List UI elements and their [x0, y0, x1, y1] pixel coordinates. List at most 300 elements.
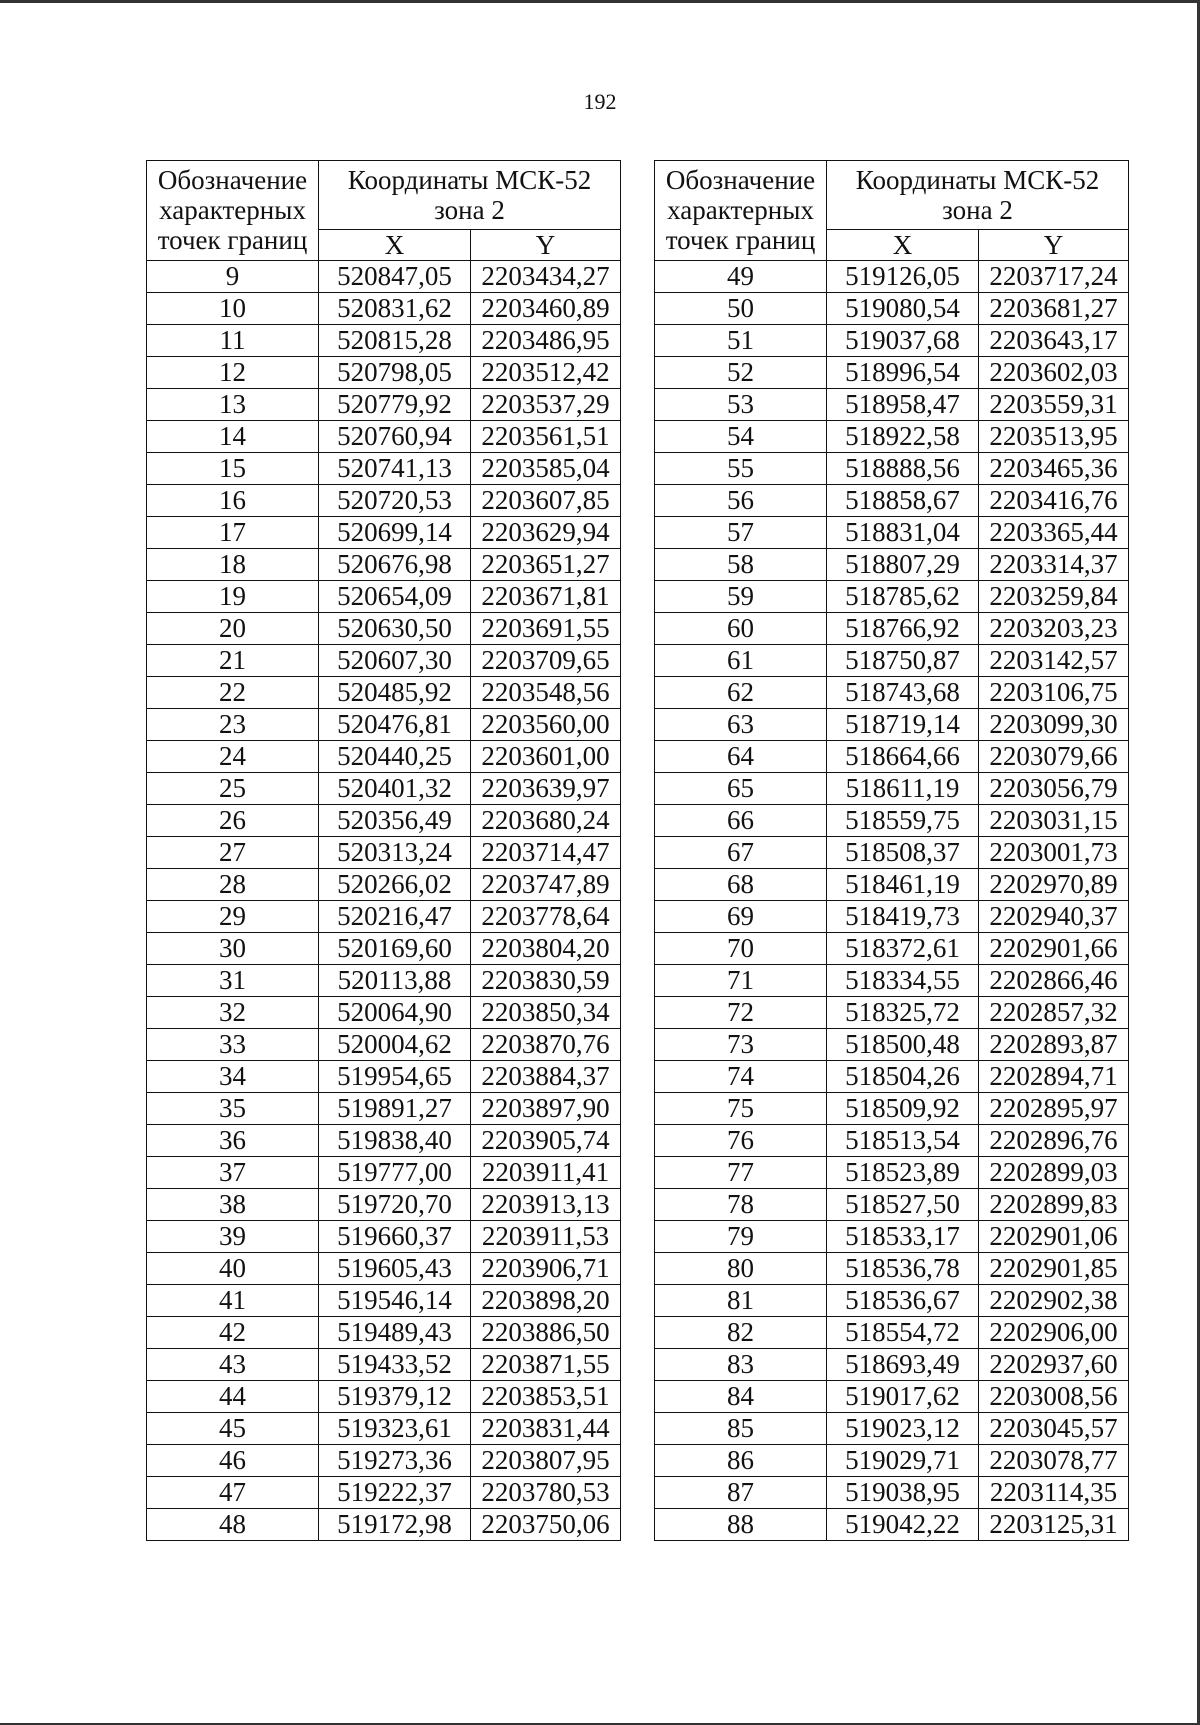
table-row [147, 1189, 621, 1221]
table-row [655, 389, 1129, 421]
table-row [655, 1477, 1129, 1509]
x-coordinate-cell: 519605,43 [319, 1253, 471, 1285]
point-number-cell: 14 [147, 421, 319, 453]
point-number-cell: 9 [147, 261, 319, 293]
x-coordinate-cell: 520216,47 [319, 901, 471, 933]
header-y: Y [471, 230, 621, 261]
header-coordinates [827, 161, 1129, 230]
x-coordinate-cell: 519777,00 [319, 1157, 471, 1189]
table-row [147, 805, 621, 837]
table-row [655, 1381, 1129, 1413]
table-row [147, 1061, 621, 1093]
table-row [655, 645, 1129, 677]
header-point-label-line: характерных [159, 195, 306, 225]
point-number-cell: 85 [655, 1413, 827, 1445]
table-row [655, 1317, 1129, 1349]
point-number-cell: 78 [655, 1189, 827, 1221]
point-number-cell: 19 [147, 581, 319, 613]
y-coordinate-cell: 2203486,95 [471, 325, 621, 357]
table-row [147, 1029, 621, 1061]
table-row [655, 1253, 1129, 1285]
point-number-cell: 46 [147, 1445, 319, 1477]
table-row [655, 453, 1129, 485]
point-number-cell: 77 [655, 1157, 827, 1189]
point-number-cell: 66 [655, 805, 827, 837]
x-coordinate-cell: 520847,05 [319, 261, 471, 293]
y-coordinate-cell: 2203897,90 [471, 1093, 621, 1125]
x-coordinate-cell: 519379,12 [319, 1381, 471, 1413]
point-number-cell: 74 [655, 1061, 827, 1093]
x-coordinate-cell: 519489,43 [319, 1317, 471, 1349]
x-coordinate-cell: 518807,29 [827, 549, 979, 581]
x-coordinate-cell: 518419,73 [827, 901, 979, 933]
header-coordinates-line1: Координаты МСК-52 [347, 165, 592, 195]
x-coordinate-cell: 519273,36 [319, 1445, 471, 1477]
y-coordinate-cell: 2203142,57 [979, 645, 1129, 677]
point-number-cell: 51 [655, 325, 827, 357]
point-number-cell: 60 [655, 613, 827, 645]
y-coordinate-cell: 2203643,17 [979, 325, 1129, 357]
table-row [147, 773, 621, 805]
table-body-right [655, 261, 1129, 1541]
point-number-cell: 55 [655, 453, 827, 485]
point-number-cell: 32 [147, 997, 319, 1029]
point-number-cell: 22 [147, 677, 319, 709]
table-row [147, 709, 621, 741]
y-coordinate-cell: 2203416,76 [979, 485, 1129, 517]
header-point-label-line: Обозначение [665, 165, 816, 195]
y-coordinate-cell: 2203601,00 [471, 741, 621, 773]
x-coordinate-cell: 520440,25 [319, 741, 471, 773]
coordinates-table-right [654, 160, 1129, 1541]
point-number-cell: 72 [655, 997, 827, 1029]
header-y: Y [979, 230, 1129, 261]
y-coordinate-cell: 2203853,51 [471, 1381, 621, 1413]
point-number-cell: 70 [655, 933, 827, 965]
point-number-cell: 71 [655, 965, 827, 997]
x-coordinate-cell: 518513,54 [827, 1125, 979, 1157]
table-row [147, 1093, 621, 1125]
coordinates-table-left [146, 160, 621, 1541]
point-number-cell: 61 [655, 645, 827, 677]
point-number-cell: 81 [655, 1285, 827, 1317]
x-coordinate-cell: 518554,72 [827, 1317, 979, 1349]
point-number-cell: 65 [655, 773, 827, 805]
y-coordinate-cell: 2202896,76 [979, 1125, 1129, 1157]
y-coordinate-cell: 2203871,55 [471, 1349, 621, 1381]
y-coordinate-cell: 2203639,97 [471, 773, 621, 805]
x-coordinate-cell: 518533,17 [827, 1221, 979, 1253]
x-coordinate-cell: 519660,37 [319, 1221, 471, 1253]
table-row [655, 1157, 1129, 1189]
x-coordinate-cell: 518500,48 [827, 1029, 979, 1061]
y-coordinate-cell: 2203807,95 [471, 1445, 621, 1477]
y-coordinate-cell: 2203913,13 [471, 1189, 621, 1221]
point-number-cell: 45 [147, 1413, 319, 1445]
point-number-cell: 13 [147, 389, 319, 421]
x-coordinate-cell: 518527,50 [827, 1189, 979, 1221]
x-coordinate-cell: 518334,55 [827, 965, 979, 997]
y-coordinate-cell: 2203831,44 [471, 1413, 621, 1445]
table-row [655, 805, 1129, 837]
table-row [655, 1509, 1129, 1541]
x-coordinate-cell: 518858,67 [827, 485, 979, 517]
table-row [147, 837, 621, 869]
table-row [147, 869, 621, 901]
x-coordinate-cell: 519023,12 [827, 1413, 979, 1445]
x-coordinate-cell: 518523,89 [827, 1157, 979, 1189]
y-coordinate-cell: 2202902,38 [979, 1285, 1129, 1317]
point-number-cell: 54 [655, 421, 827, 453]
y-coordinate-cell: 2203905,74 [471, 1125, 621, 1157]
point-number-cell: 83 [655, 1349, 827, 1381]
y-coordinate-cell: 2203778,64 [471, 901, 621, 933]
x-coordinate-cell: 519037,68 [827, 325, 979, 357]
table-row [147, 645, 621, 677]
point-number-cell: 49 [655, 261, 827, 293]
x-coordinate-cell: 519017,62 [827, 1381, 979, 1413]
y-coordinate-cell: 2203629,94 [471, 517, 621, 549]
x-coordinate-cell: 518719,14 [827, 709, 979, 741]
y-coordinate-cell: 2202940,37 [979, 901, 1129, 933]
y-coordinate-cell: 2203031,15 [979, 805, 1129, 837]
y-coordinate-cell: 2203911,41 [471, 1157, 621, 1189]
x-coordinate-cell: 520313,24 [319, 837, 471, 869]
y-coordinate-cell: 2203747,89 [471, 869, 621, 901]
y-coordinate-cell: 2203465,36 [979, 453, 1129, 485]
y-coordinate-cell: 2203001,73 [979, 837, 1129, 869]
point-number-cell: 69 [655, 901, 827, 933]
table-row [147, 933, 621, 965]
table-row [655, 357, 1129, 389]
y-coordinate-cell: 2203008,56 [979, 1381, 1129, 1413]
header-point-label-line: Обозначение [157, 165, 308, 195]
point-number-cell: 25 [147, 773, 319, 805]
x-coordinate-cell: 519042,22 [827, 1509, 979, 1541]
x-coordinate-cell: 519323,61 [319, 1413, 471, 1445]
x-coordinate-cell: 518922,58 [827, 421, 979, 453]
table-row [147, 293, 621, 325]
point-number-cell: 15 [147, 453, 319, 485]
point-number-cell: 28 [147, 869, 319, 901]
x-coordinate-cell: 518509,92 [827, 1093, 979, 1125]
x-coordinate-cell: 519172,98 [319, 1509, 471, 1541]
y-coordinate-cell: 2202901,66 [979, 933, 1129, 965]
x-coordinate-cell: 518888,56 [827, 453, 979, 485]
point-number-cell: 80 [655, 1253, 827, 1285]
point-number-cell: 31 [147, 965, 319, 997]
x-coordinate-cell: 520676,98 [319, 549, 471, 581]
point-number-cell: 44 [147, 1381, 319, 1413]
point-number-cell: 12 [147, 357, 319, 389]
point-number-cell: 42 [147, 1317, 319, 1349]
x-coordinate-cell: 518536,67 [827, 1285, 979, 1317]
header-point-label [147, 161, 319, 261]
x-coordinate-cell: 519080,54 [827, 293, 979, 325]
table-row [655, 1445, 1129, 1477]
y-coordinate-cell: 2203079,66 [979, 741, 1129, 773]
point-number-cell: 16 [147, 485, 319, 517]
table-row [655, 1029, 1129, 1061]
y-coordinate-cell: 2203106,75 [979, 677, 1129, 709]
x-coordinate-cell: 519222,37 [319, 1477, 471, 1509]
point-number-cell: 43 [147, 1349, 319, 1381]
point-number-cell: 35 [147, 1093, 319, 1125]
y-coordinate-cell: 2203870,76 [471, 1029, 621, 1061]
point-number-cell: 33 [147, 1029, 319, 1061]
table-row [655, 901, 1129, 933]
point-number-cell: 41 [147, 1285, 319, 1317]
table-row [147, 1381, 621, 1413]
y-coordinate-cell: 2203911,53 [471, 1221, 621, 1253]
x-coordinate-cell: 520760,94 [319, 421, 471, 453]
point-number-cell: 57 [655, 517, 827, 549]
x-coordinate-cell: 520654,09 [319, 581, 471, 613]
table-row [655, 869, 1129, 901]
y-coordinate-cell: 2203750,06 [471, 1509, 621, 1541]
point-number-cell: 39 [147, 1221, 319, 1253]
table-row [655, 709, 1129, 741]
y-coordinate-cell: 2203898,20 [471, 1285, 621, 1317]
x-coordinate-cell: 520741,13 [319, 453, 471, 485]
point-number-cell: 76 [655, 1125, 827, 1157]
y-coordinate-cell: 2203850,34 [471, 997, 621, 1029]
table-row [147, 581, 621, 613]
x-coordinate-cell: 519891,27 [319, 1093, 471, 1125]
x-coordinate-cell: 518831,04 [827, 517, 979, 549]
y-coordinate-cell: 2203056,79 [979, 773, 1129, 805]
y-coordinate-cell: 2203460,89 [471, 293, 621, 325]
point-number-cell: 17 [147, 517, 319, 549]
point-number-cell: 48 [147, 1509, 319, 1541]
table-row [655, 325, 1129, 357]
table-row [147, 613, 621, 645]
point-number-cell: 52 [655, 357, 827, 389]
y-coordinate-cell: 2202906,00 [979, 1317, 1129, 1349]
x-coordinate-cell: 518504,26 [827, 1061, 979, 1093]
table-row [147, 1509, 621, 1541]
table-row [655, 773, 1129, 805]
x-coordinate-cell: 520401,32 [319, 773, 471, 805]
table-row [147, 1349, 621, 1381]
point-number-cell: 63 [655, 709, 827, 741]
point-number-cell: 64 [655, 741, 827, 773]
table-row [655, 933, 1129, 965]
header-point-label-line: точек границ [665, 225, 816, 255]
y-coordinate-cell: 2202899,03 [979, 1157, 1129, 1189]
x-coordinate-cell: 518996,54 [827, 357, 979, 389]
header-coordinates [319, 161, 621, 230]
y-coordinate-cell: 2203314,37 [979, 549, 1129, 581]
x-coordinate-cell: 520607,30 [319, 645, 471, 677]
y-coordinate-cell: 2203099,30 [979, 709, 1129, 741]
table-row [655, 581, 1129, 613]
y-coordinate-cell: 2202899,83 [979, 1189, 1129, 1221]
table-row [655, 1125, 1129, 1157]
table-row [147, 261, 621, 293]
y-coordinate-cell: 2203045,57 [979, 1413, 1129, 1445]
table-row [655, 677, 1129, 709]
point-number-cell: 87 [655, 1477, 827, 1509]
table-row [655, 549, 1129, 581]
y-coordinate-cell: 2203671,81 [471, 581, 621, 613]
y-coordinate-cell: 2203513,95 [979, 421, 1129, 453]
x-coordinate-cell: 519433,52 [319, 1349, 471, 1381]
y-coordinate-cell: 2203830,59 [471, 965, 621, 997]
table-row [655, 965, 1129, 997]
x-coordinate-cell: 518536,78 [827, 1253, 979, 1285]
x-coordinate-cell: 518461,19 [827, 869, 979, 901]
table-row [147, 421, 621, 453]
table-row [655, 421, 1129, 453]
table-row [147, 1477, 621, 1509]
x-coordinate-cell: 518508,37 [827, 837, 979, 869]
x-coordinate-cell: 518750,87 [827, 645, 979, 677]
y-coordinate-cell: 2203259,84 [979, 581, 1129, 613]
table-row [655, 613, 1129, 645]
y-coordinate-cell: 2203585,04 [471, 453, 621, 485]
table-row [147, 1413, 621, 1445]
x-coordinate-cell: 520169,60 [319, 933, 471, 965]
table-row [655, 1061, 1129, 1093]
point-number-cell: 73 [655, 1029, 827, 1061]
y-coordinate-cell: 2203651,27 [471, 549, 621, 581]
point-number-cell: 68 [655, 869, 827, 901]
y-coordinate-cell: 2202970,89 [979, 869, 1129, 901]
y-coordinate-cell: 2203884,37 [471, 1061, 621, 1093]
y-coordinate-cell: 2203365,44 [979, 517, 1129, 549]
table-row [147, 965, 621, 997]
point-number-cell: 11 [147, 325, 319, 357]
point-number-cell: 37 [147, 1157, 319, 1189]
x-coordinate-cell: 520815,28 [319, 325, 471, 357]
y-coordinate-cell: 2203078,77 [979, 1445, 1129, 1477]
x-coordinate-cell: 518785,62 [827, 581, 979, 613]
table-row [147, 1221, 621, 1253]
table-row [147, 1125, 621, 1157]
header-x: X [319, 230, 471, 261]
x-coordinate-cell: 519038,95 [827, 1477, 979, 1509]
header-coordinates-line1: Координаты МСК-52 [855, 165, 1100, 195]
table-row [655, 485, 1129, 517]
table-row [147, 485, 621, 517]
point-number-cell: 23 [147, 709, 319, 741]
y-coordinate-cell: 2202937,60 [979, 1349, 1129, 1381]
point-number-cell: 18 [147, 549, 319, 581]
table-row [655, 997, 1129, 1029]
table-row [147, 1157, 621, 1189]
point-number-cell: 40 [147, 1253, 319, 1285]
table-row [147, 997, 621, 1029]
y-coordinate-cell: 2203114,35 [979, 1477, 1129, 1509]
point-number-cell: 82 [655, 1317, 827, 1349]
x-coordinate-cell: 518325,72 [827, 997, 979, 1029]
point-number-cell: 59 [655, 581, 827, 613]
point-number-cell: 58 [655, 549, 827, 581]
y-coordinate-cell: 2203203,23 [979, 613, 1129, 645]
x-coordinate-cell: 520113,88 [319, 965, 471, 997]
page-number: 192 [583, 89, 617, 114]
x-coordinate-cell: 520064,90 [319, 997, 471, 1029]
x-coordinate-cell: 520798,05 [319, 357, 471, 389]
y-coordinate-cell: 2203780,53 [471, 1477, 621, 1509]
x-coordinate-cell: 520699,14 [319, 517, 471, 549]
x-coordinate-cell: 519126,05 [827, 261, 979, 293]
x-coordinate-cell: 518766,92 [827, 613, 979, 645]
point-number-cell: 29 [147, 901, 319, 933]
y-coordinate-cell: 2203681,27 [979, 293, 1129, 325]
x-coordinate-cell: 518743,68 [827, 677, 979, 709]
table-row [655, 1285, 1129, 1317]
point-number-cell: 56 [655, 485, 827, 517]
x-coordinate-cell: 520630,50 [319, 613, 471, 645]
point-number-cell: 75 [655, 1093, 827, 1125]
y-coordinate-cell: 2203607,85 [471, 485, 621, 517]
x-coordinate-cell: 519029,71 [827, 1445, 979, 1477]
x-coordinate-cell: 519838,40 [319, 1125, 471, 1157]
table-row [147, 549, 621, 581]
y-coordinate-cell: 2203602,03 [979, 357, 1129, 389]
x-coordinate-cell: 519720,70 [319, 1189, 471, 1221]
x-coordinate-cell: 519954,65 [319, 1061, 471, 1093]
x-coordinate-cell: 520485,92 [319, 677, 471, 709]
y-coordinate-cell: 2203512,42 [471, 357, 621, 389]
point-number-cell: 34 [147, 1061, 319, 1093]
header-point-label-line: точек границ [157, 225, 308, 255]
point-number-cell: 50 [655, 293, 827, 325]
table-row [147, 677, 621, 709]
y-coordinate-cell: 2203886,50 [471, 1317, 621, 1349]
x-coordinate-cell: 519546,14 [319, 1285, 471, 1317]
point-number-cell: 86 [655, 1445, 827, 1477]
x-coordinate-cell: 518372,61 [827, 933, 979, 965]
table-body-left [147, 261, 621, 1541]
y-coordinate-cell: 2202857,32 [979, 997, 1129, 1029]
x-coordinate-cell: 520476,81 [319, 709, 471, 741]
y-coordinate-cell: 2202901,06 [979, 1221, 1129, 1253]
y-coordinate-cell: 2203434,27 [471, 261, 621, 293]
y-coordinate-cell: 2203804,20 [471, 933, 621, 965]
y-coordinate-cell: 2203561,51 [471, 421, 621, 453]
x-coordinate-cell: 518611,19 [827, 773, 979, 805]
point-number-cell: 30 [147, 933, 319, 965]
header-point-label-line: характерных [667, 195, 814, 225]
table-row [655, 293, 1129, 325]
x-coordinate-cell: 520266,02 [319, 869, 471, 901]
y-coordinate-cell: 2203125,31 [979, 1509, 1129, 1541]
table-row [655, 261, 1129, 293]
x-coordinate-cell: 520356,49 [319, 805, 471, 837]
table-row [655, 1189, 1129, 1221]
table-row [655, 1093, 1129, 1125]
table-row [655, 517, 1129, 549]
header-x: X [827, 230, 979, 261]
y-coordinate-cell: 2202895,97 [979, 1093, 1129, 1125]
table-row [147, 1285, 621, 1317]
point-number-cell: 27 [147, 837, 319, 869]
point-number-cell: 26 [147, 805, 319, 837]
table-row [147, 741, 621, 773]
point-number-cell: 36 [147, 1125, 319, 1157]
x-coordinate-cell: 520831,62 [319, 293, 471, 325]
point-number-cell: 20 [147, 613, 319, 645]
x-coordinate-cell: 520004,62 [319, 1029, 471, 1061]
table-row [655, 1413, 1129, 1445]
y-coordinate-cell: 2203559,31 [979, 389, 1129, 421]
point-number-cell: 67 [655, 837, 827, 869]
point-number-cell: 79 [655, 1221, 827, 1253]
y-coordinate-cell: 2203714,47 [471, 837, 621, 869]
